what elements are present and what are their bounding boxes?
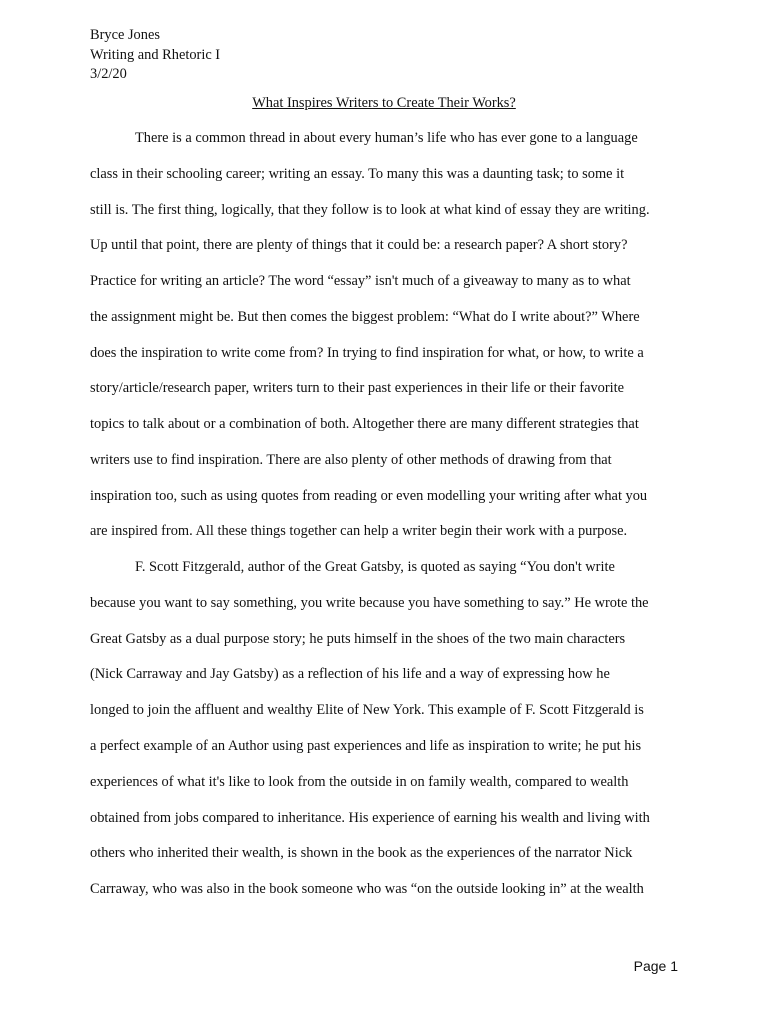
body-line: longed to join the affluent and wealthy Elite of New York. This example of F. Scott Fitzgerald is [90,702,644,719]
body-line: inspiration too, such as using quotes from reading or even modelling your writing after what you [90,487,648,504]
body-line: writers use to find inspiration. There are also plenty of other methods of drawing from that [90,451,612,468]
body-line: topics to talk about or a combination of both. Altogether there are many different strategies that [90,416,639,433]
body-line: Up until that point, there are plenty of things that it could be: a research paper? A short story? [90,237,628,254]
body-line: There is a common thread in about every human’s life who has ever gone to a language [135,130,638,146]
body-line: does the inspiration to write come from? In trying to find inspiration for what, or how, to write a [90,344,644,361]
essay-date: 3/2/20 [90,66,127,82]
body-line: because you want to say something, you write because you have something to say.” He wrote the [90,594,649,611]
body-line: F. Scott Fitzgerald, author of the Great Gatsby, is quoted as saying “You don't write [135,559,615,576]
body-line: Carraway, who was also in the book someone who was “on the outside looking in” at the wealth [90,881,644,898]
body-line: others who inherited their wealth, is shown in the book as the experiences of the narrator Nick [90,845,633,862]
body-line: Great Gatsby as a dual purpose story; he puts himself in the shoes of the two main characters [90,630,626,647]
body-line: story/article/research paper, writers turn to their past experiences in their life or their favorite [90,380,625,397]
body-line: experiences of what it's like to look from the outside in on family wealth, compared to wealth [90,773,629,790]
body-line: are inspired from. All these things together can help a writer begin their work with a purpose. [90,523,628,540]
body-line: (Nick Carraway and Jay Gatsby) as a reflection of his life and a way of expressing how he [90,666,610,683]
body-line: class in their schooling career; writing an essay. To many this was a daunting task; to some it [90,165,625,182]
body-line: a perfect example of an Author using past experiences and life as inspiration to write; he put his [90,738,642,755]
body-line: Practice for writing an article? The word “essay” isn't much of a giveaway to many as to what [90,273,631,290]
course-name: Writing and Rhetoric I [90,46,221,63]
essay-title: What Inspires Writers to Create Their Works? [252,95,516,111]
body-line: still is. The first thing, logically, that they follow is to look at what kind of essay they are writing. [90,201,650,218]
page-number: Page 1 [633,958,678,974]
essay-body [90,128,690,915]
body-line: the assignment might be. But then comes the biggest problem: “What do I write about?” Where [90,308,640,325]
essay-header [90,26,220,85]
body-line: obtained from jobs compared to inheritance. His experience of earning his wealth and living with [90,809,650,826]
author-name: Bryce Jones [90,27,160,43]
